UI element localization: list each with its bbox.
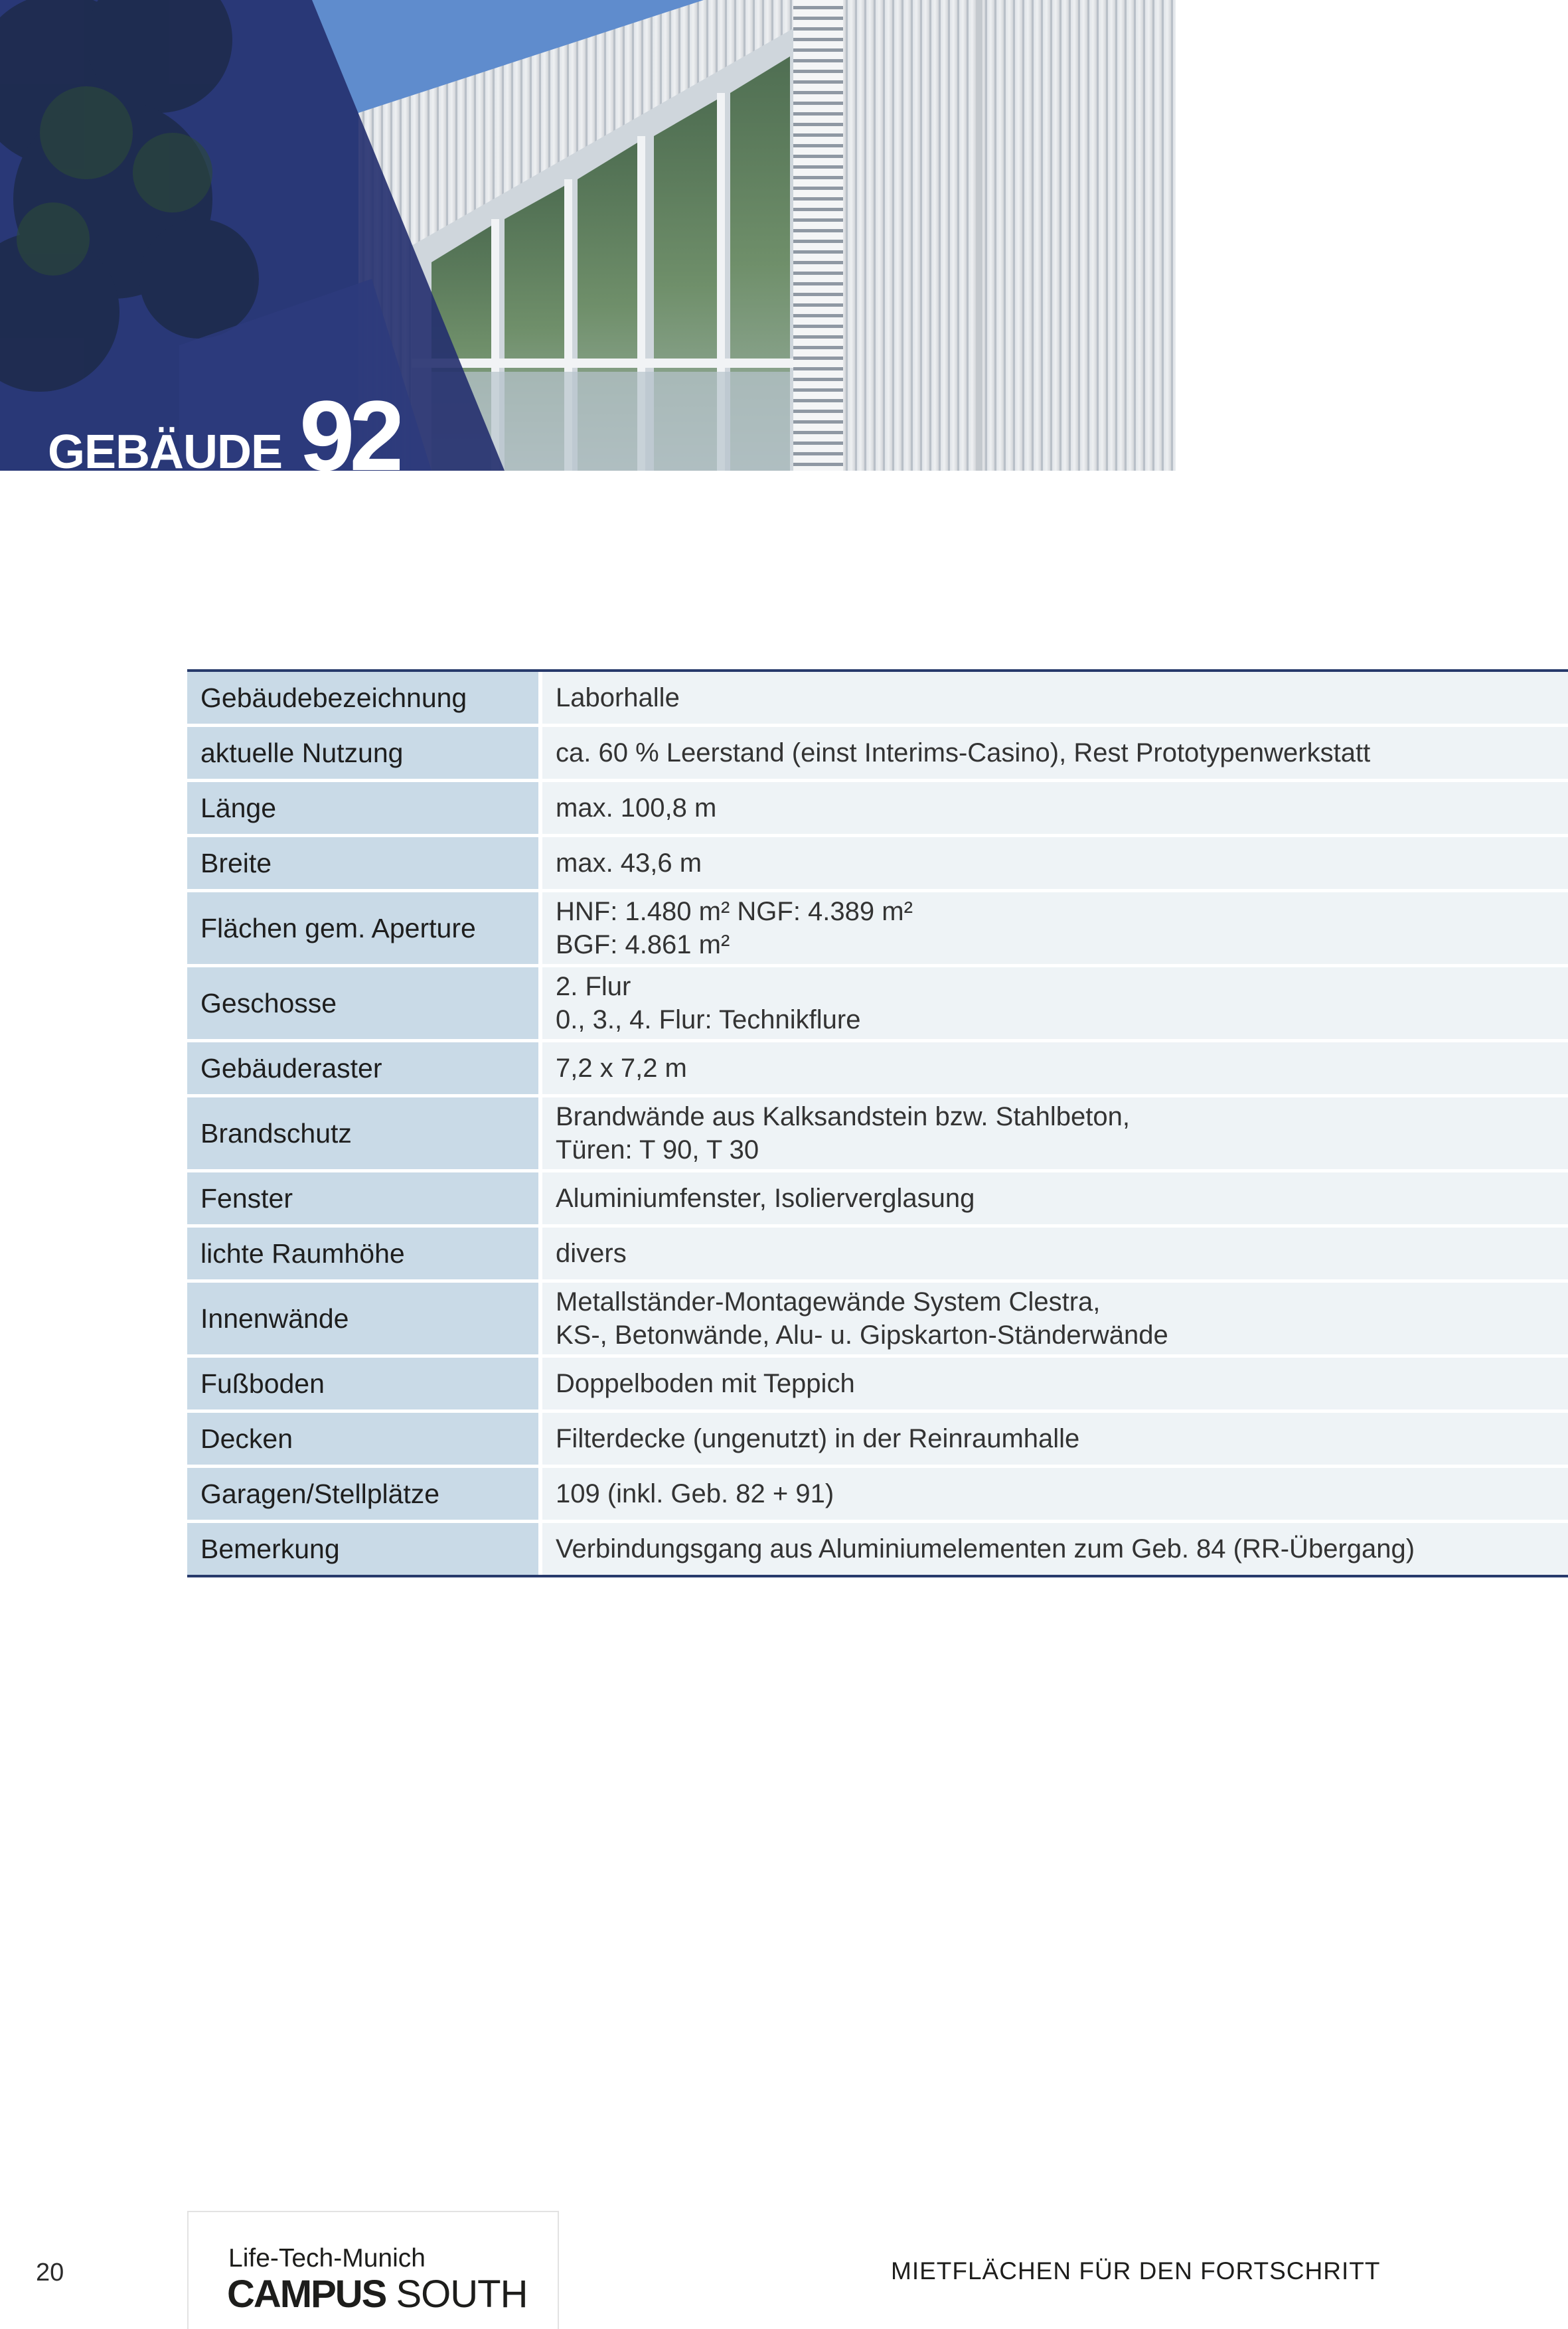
row-label: Bemerkung — [187, 1523, 542, 1575]
row-value: 7,2 x 7,2 m — [542, 1042, 1568, 1094]
row-value: Brandwände aus Kalksandstein bzw. Stahlbeton, Türen: T 90, T 30 — [542, 1097, 1568, 1169]
row-value: divers — [542, 1228, 1568, 1279]
building-specs-table — [187, 669, 1568, 1577]
row-value: 2. Flur 0., 3., 4. Flur: Technikflure — [542, 967, 1568, 1039]
row-value: Laborhalle — [542, 672, 1568, 724]
building-title-word: GEBÄUDE — [48, 426, 283, 471]
footer-tagline: MIETFLÄCHEN FÜR DEN FORTSCHRITT — [891, 2257, 1381, 2285]
building-number: 92 — [299, 385, 400, 471]
table-row — [187, 727, 1568, 782]
row-label: Decken — [187, 1413, 542, 1465]
logo-light-word: SOUTH — [396, 2273, 528, 2316]
row-label: Innenwände — [187, 1283, 542, 1354]
row-label: Garagen/Stellplätze — [187, 1468, 542, 1520]
table-row — [187, 892, 1568, 967]
row-label: Gebäuderaster — [187, 1042, 542, 1094]
row-label: Flächen gem. Aperture — [187, 892, 542, 964]
table-row — [187, 1358, 1568, 1413]
row-label: Fenster — [187, 1172, 542, 1224]
row-value: Aluminiumfenster, Isolierverglasung — [542, 1172, 1568, 1224]
logo-bold-word: CAMPUS — [227, 2273, 386, 2316]
row-label: Fußboden — [187, 1358, 542, 1409]
row-label: Geschosse — [187, 967, 542, 1039]
row-value: Doppelboden mit Teppich — [542, 1358, 1568, 1409]
table-row — [187, 1523, 1568, 1575]
table-row — [187, 1097, 1568, 1172]
row-value: max. 100,8 m — [542, 782, 1568, 834]
row-value: 109 (inkl. Geb. 82 + 91) — [542, 1468, 1568, 1520]
building-title — [48, 385, 400, 471]
table-row — [187, 967, 1568, 1042]
row-label: Länge — [187, 782, 542, 834]
row-value: Filterdecke (ungenutzt) in der Reinraumhalle — [542, 1413, 1568, 1465]
table-row — [187, 1468, 1568, 1523]
table-row — [187, 1042, 1568, 1097]
row-label: Gebäudebezeichnung — [187, 672, 542, 724]
table-row — [187, 672, 1568, 727]
page-number: 20 — [36, 2259, 64, 2287]
row-value: Metallständer-Montagewände System Clestra, KS-, Betonwände, Alu- u. Gipskarton-Ständerwände — [542, 1283, 1568, 1354]
row-label: lichte Raumhöhe — [187, 1228, 542, 1279]
hero-photo — [0, 0, 1176, 471]
campus-logo — [187, 2211, 559, 2329]
logo-wordmark — [227, 2272, 527, 2316]
table-row — [187, 782, 1568, 837]
logo-subtitle: Life-Tech-Munich — [228, 2244, 426, 2273]
row-value: ca. 60 % Leerstand (einst Interims-Casino), Rest Prototypenwerkstatt — [542, 727, 1568, 779]
row-value: Verbindungsgang aus Aluminiumelementen zum Geb. 84 (RR-Übergang) — [542, 1523, 1568, 1575]
row-label: aktuelle Nutzung — [187, 727, 542, 779]
row-label: Brandschutz — [187, 1097, 542, 1169]
row-value: HNF: 1.480 m² NGF: 4.389 m² BGF: 4.861 m² — [542, 892, 1568, 964]
table-row — [187, 1172, 1568, 1228]
table-row — [187, 837, 1568, 892]
table-row — [187, 1228, 1568, 1283]
table-row — [187, 1283, 1568, 1358]
row-value: max. 43,6 m — [542, 837, 1568, 889]
row-label: Breite — [187, 837, 542, 889]
table-row — [187, 1413, 1568, 1468]
